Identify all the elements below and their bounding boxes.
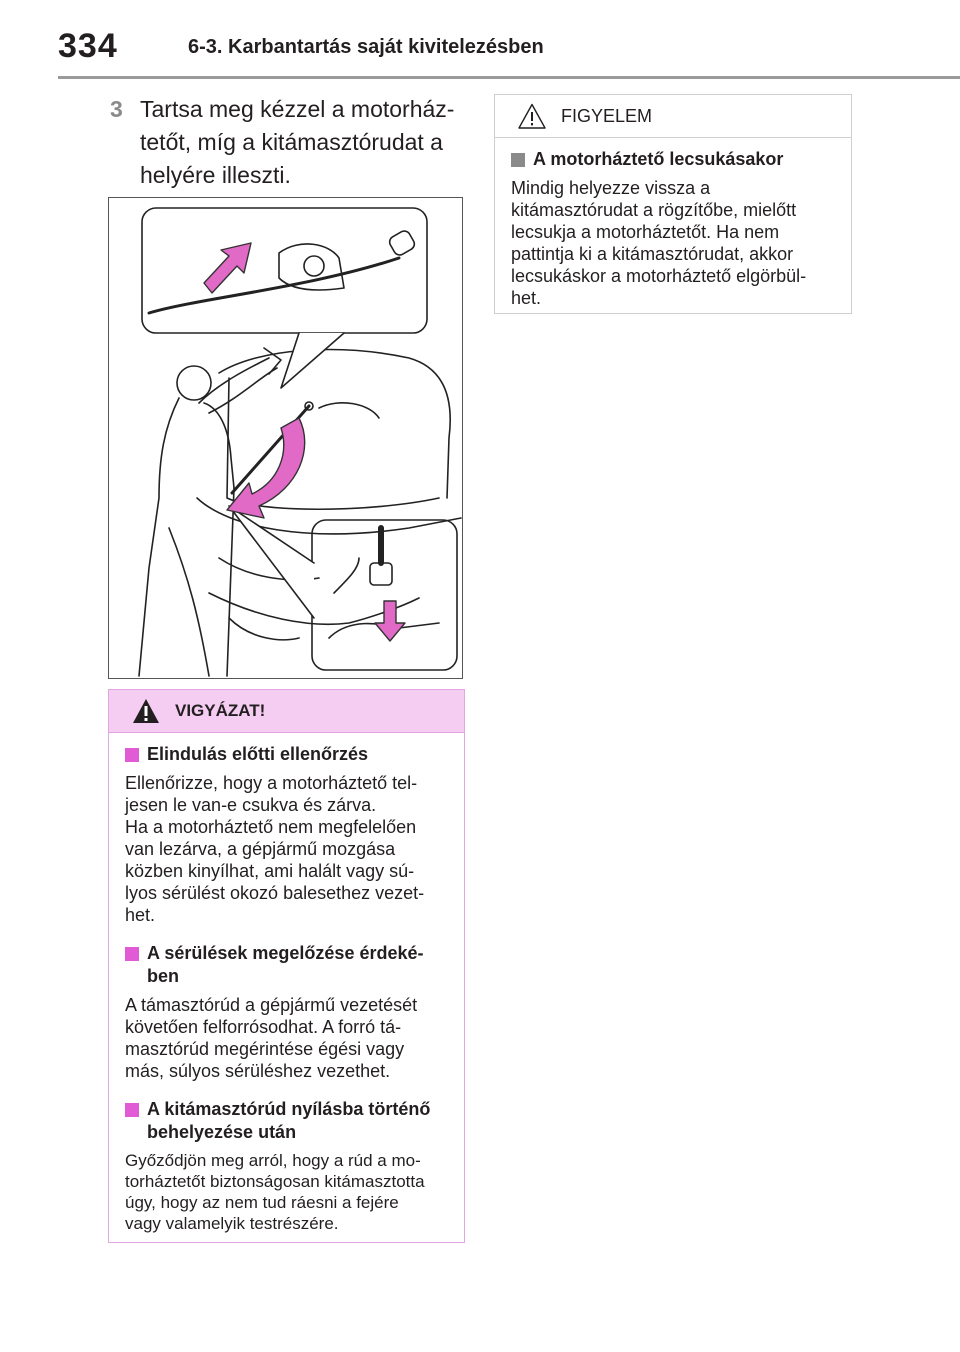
warning-section-text: [125, 1150, 448, 1234]
text-line: jesen le van-e csukva és zárva.: [125, 795, 377, 815]
square-bullet-icon: [125, 947, 139, 961]
text-line: úgy, hogy az nem tud ráesni a fejére: [125, 1193, 399, 1212]
page-number: 334: [58, 27, 118, 65]
text-line: Ellenőrizze, hogy a motorháztető tel-: [125, 773, 418, 793]
text-line: van lezárva, a gépjármű mozgása: [125, 839, 396, 859]
bottom-callout-pointer: [229, 506, 314, 618]
text-line: torháztetőt biztonságosan kitámasztotta: [125, 1172, 425, 1191]
text-line: lecsukáskor a motorháztető elgörbül-: [511, 266, 807, 286]
hood-latch-line: [319, 403, 379, 418]
hood-support-rod-illustration: [108, 197, 463, 679]
heading-line: A sérülések megelőzése érdeké-: [147, 943, 424, 963]
text-line: közben kinyílhat, ami halált vagy sú-: [125, 861, 415, 881]
header-divider: [58, 76, 960, 79]
text-line: lyos sérülést okozó balesethez vezet-: [125, 883, 425, 903]
text-line: más, súlyos sérüléshez vezethet.: [125, 1061, 391, 1081]
text-line: kitámasztórudat a rögzítőbe, mielőtt: [511, 200, 797, 220]
text-line: vagy valamelyik testrészére.: [125, 1214, 339, 1233]
heading-line: ben: [147, 966, 180, 986]
heading-line: A motorháztető lecsukásakor: [533, 149, 784, 169]
heading-line: A kitámasztórúd nyílásba történő: [147, 1099, 431, 1119]
warning-box: [108, 689, 465, 1243]
person-head: [177, 366, 211, 400]
step-text-line: Tartsa meg kézzel a motorház-: [140, 96, 455, 122]
top-detail-lift-arrow: [204, 243, 251, 293]
text-line: A támasztórúd a gépjármű vezetését: [125, 995, 418, 1015]
step-text: [140, 93, 470, 192]
top-detail-callout: [142, 208, 427, 333]
bottom-detail-callout: [312, 520, 457, 670]
text-line: Ha a motorháztető nem megfelelően: [125, 817, 417, 837]
text-line: het.: [511, 288, 542, 308]
top-detail-latch: [279, 244, 344, 290]
top-detail-rod-end: [387, 229, 416, 257]
person-arm-lower: [209, 368, 277, 413]
section-title: 6-3. Karbantartás saját kivitelezésben: [188, 36, 544, 58]
text-line: követően felforrósodhat. A forró tá-: [125, 1017, 402, 1037]
warning-section-heading: [125, 1098, 448, 1144]
warning-box-header: [109, 690, 464, 733]
step-number: 3: [110, 96, 123, 122]
warning-triangle-outline-icon: [517, 102, 547, 130]
square-bullet-icon: [125, 1103, 139, 1117]
notice-box-body: [495, 148, 851, 309]
text-line: masztórúd megérintése égési vagy: [125, 1039, 405, 1059]
bottom-detail-rod-clip: [370, 563, 392, 585]
bottom-detail-edge: [334, 558, 359, 593]
text-line: het.: [125, 905, 156, 925]
person-front: [204, 403, 234, 488]
warning-section-heading: [125, 942, 448, 988]
warning-triangle-filled-icon: [131, 697, 161, 725]
step-3: [110, 93, 470, 192]
top-callout-pointer: [281, 333, 344, 388]
text-line: Győződjön meg arról, hogy a rúd a mo-: [125, 1151, 421, 1170]
notice-section-heading: [511, 148, 835, 171]
square-bullet-icon: [511, 153, 525, 167]
warning-section-text: [125, 994, 448, 1082]
heading-line: Elindulás előtti ellenőrzés: [147, 744, 369, 764]
text-line: lecsukja a motorháztetőt. Ha nem: [511, 222, 780, 242]
square-bullet-icon: [125, 748, 139, 762]
notice-box-header: [495, 95, 851, 138]
warning-title: VIGYÁZAT!: [175, 701, 266, 720]
warning-section-text: [125, 772, 448, 926]
illustration-drawing: [109, 198, 462, 678]
notice-box: [494, 94, 852, 314]
hood-edge-line: [219, 350, 450, 498]
person-hand: [264, 348, 281, 374]
rod-lowering-arrow: [227, 418, 305, 518]
text-line: pattintja ki a kitámasztórudat, akkor: [511, 244, 794, 264]
top-detail-latch-hole: [304, 256, 324, 276]
notice-title: FIGYELEM: [561, 106, 653, 126]
step-text-line: helyére illeszti.: [140, 162, 291, 188]
fender-line: [169, 528, 209, 676]
heading-line: behelyezése után: [147, 1122, 297, 1142]
step-text-line: tetőt, míg a kitámasztórudat a: [140, 129, 443, 155]
notice-section-text: [511, 177, 835, 309]
warning-box-body: [109, 743, 464, 1234]
text-line: Mindig helyezze vissza a: [511, 178, 711, 198]
page-header: [0, 0, 960, 78]
warning-section-heading: [125, 743, 448, 766]
grille-line: [229, 618, 299, 640]
top-detail-rod: [149, 258, 399, 313]
